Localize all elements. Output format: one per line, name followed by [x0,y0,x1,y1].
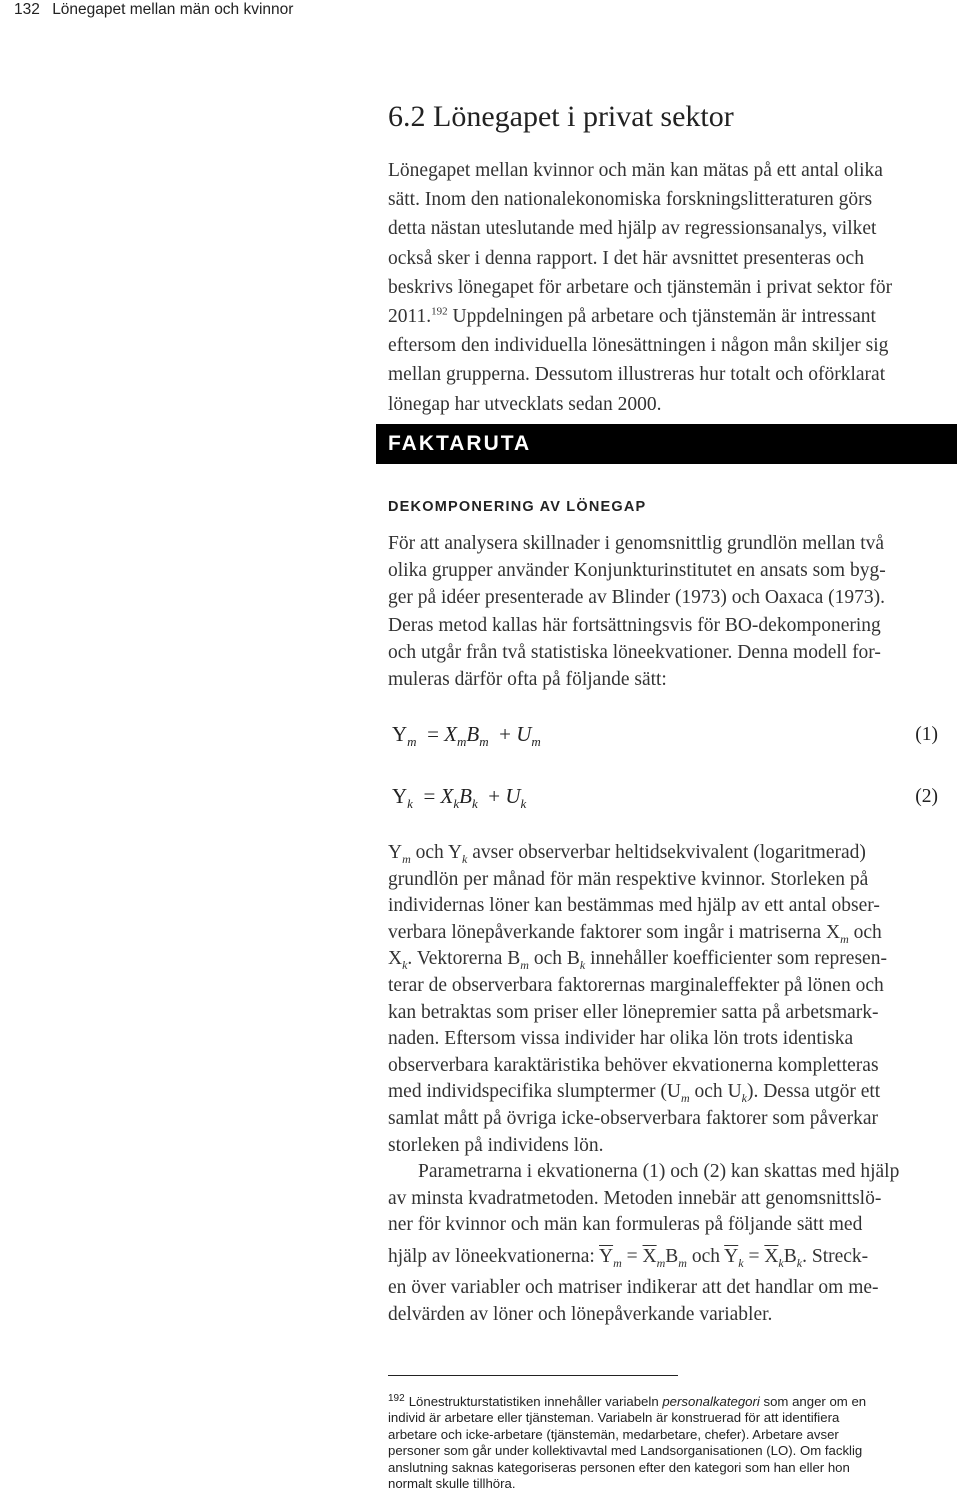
text-fragment: avser observerbar heltidsekvivalent (logaritmerad) [467,842,866,863]
text-fragment: 2011. [388,305,432,327]
var-sub: m [402,851,411,866]
text-line: För att analysera skillnader i genomsnittlig grundlön mellan två [388,533,885,554]
var-b: B [566,948,580,970]
eq-symbol: X [444,722,457,746]
var-y: Y [388,842,403,863]
equation-expression: $Y_m = X_mB_m + U_m$ [392,722,541,750]
footnote-rule [388,1375,678,1376]
factbox-paragraph-2 [388,840,899,1328]
text-line: grundlön per månad för män respektive kvinnor. Storleken på [388,868,869,890]
text-fragment: som anger om en [759,1394,867,1409]
eq-symbol: B [459,784,472,808]
text-line: delvärden av löner och lönepåverkande variabler. [388,1303,773,1325]
equation-number: (1) [915,724,938,745]
text-line: sätt. Inom den nationalekonomiska forskningslitteraturen görs [388,189,873,211]
text-line: personer som går under kollektivavtal med Landsorganisationen (LO). Om facklig [388,1443,863,1459]
var-b: B [783,1245,797,1267]
var-sub: k [462,851,468,866]
eq-subscript: m [479,734,489,750]
text-line: ger på idéer presenterade av Blinder (1973) och Oaxaca (1973). [388,587,886,609]
text-fragment: och [686,1245,725,1267]
page-number: 132 [14,1,40,18]
var-sub: k [741,1091,747,1106]
mean-y: $\overline{Y}$ [724,1245,739,1267]
section-heading: 6.2 Lönegapet i privat sektor [388,100,734,133]
var-u: U [727,1081,742,1103]
text-fragment: och [410,842,448,863]
text-line [388,1394,866,1410]
eq-symbol: U [505,784,521,808]
text-line: muleras därför ofta på följande sätt: [388,668,667,690]
var-b: B [665,1245,679,1267]
text-line: lönegap har utvecklats sedan 2000. [388,393,662,415]
var-sub: k [579,958,586,973]
text-line: av minsta kvadratmetoden. Metoden innebär att genomsnittslö- [388,1187,882,1209]
text-fragment: . Streck- [802,1245,869,1267]
text-line [388,920,899,947]
mean-x: $\overline{X}$ [764,1245,779,1267]
var-y: Y [447,842,463,863]
eq-subscript: k [407,796,413,812]
text-fragment: . Vektorerna [407,948,508,970]
eq-symbol: Y [392,722,408,746]
eq-subscript: m [456,734,467,750]
var-u: U [666,1081,681,1103]
text-line: kan betraktas som priser eller lönepremier satta på arbetsmark- [388,1001,879,1023]
text-fragment: ). Dessa utgör ett [746,1081,881,1103]
text-line: olika grupper använder Konjunkturinstitutet en ansats som byg- [388,560,886,582]
factbox-header-bar [376,424,957,464]
text-emphasis: personalkategori [662,1394,760,1409]
footnote-number: 192 [388,1392,405,1404]
eq-symbol: Y [392,784,408,808]
eq-subscript: k [471,796,478,812]
factbox-title: FAKTARUTA [388,432,532,455]
var-b: B [507,948,521,970]
text-line: Parametrarna i ekvationerna (1) och (2) kan skattas med hjälp [418,1161,900,1183]
text-line: och utgår från två statistiska löneekvationer. Denna modell for- [388,641,881,663]
text-line: individ är arbetare eller tjänsteman. Variabeln är konstruerad för att identifiera [388,1410,840,1426]
text-line [388,1079,899,1106]
text-fragment: innehåller koefficienter som represen- [585,948,887,970]
text-fragment: och [848,921,882,943]
text-line: Deras metod kallas här fortsättningsvis för BO-dekomponering [388,614,881,636]
var-sub: m [840,931,849,946]
text-fragment: Lönestrukturstatistiken innehåller variabeln [408,1394,663,1409]
equation-2 [392,784,938,818]
factbox-subtitle: DEKOMPONERING AV LÖNEGAP [388,499,647,515]
text-line: naden. Eftersom vissa individer har olika lön trots identiska [388,1028,854,1050]
text-fragment: verbara lönepåverkande faktorer som ingår i matriserna [388,921,827,943]
text-line: en över variabler och matriser indikerar att det handlar om me- [388,1276,879,1298]
text-fragment: och [528,948,567,970]
var-sub: m [613,1255,622,1270]
intro-paragraph [388,156,892,419]
text-line: eftersom den individuella lönesättningen i någon mån skiljer sig [388,335,889,357]
text-fragment: hjälp av löneekvationerna: [388,1245,599,1267]
text-line [388,946,899,973]
text-line [388,302,892,331]
var-sub: k [402,958,408,973]
mean-x: $\overline{X}$ [642,1245,657,1267]
text-line: anslutning saknas kategoriseras personen efter den kategori som han eller hon [388,1459,850,1475]
mean-y: $\overline{Y}$ [599,1245,614,1267]
text-line: också sker i denna rapport. I det här avsnittet presenteras och [388,247,864,269]
equation-number: (2) [915,786,938,807]
text-fragment: med individspecifika slumptermer ( [388,1081,667,1103]
eq-symbol: U [516,722,532,746]
var-sub: k [738,1255,744,1270]
text-line: ner för kvinnor och män kan formuleras på följande sätt med [388,1214,863,1236]
var-sub: m [678,1255,687,1270]
factbox-paragraph-1 [388,530,886,693]
text-fragment: Uppdelningen på arbetare och tjänstemän är intressant [447,305,876,327]
text-line: Lönegapet mellan kvinnor och män kan mätas på ett antal olika [388,160,883,181]
text-line: individernas löner kan bestämmas med hjälp av ett antal obser- [388,895,880,917]
eq-symbol: B [466,722,480,746]
eq-symbol: X [440,784,454,808]
var-sub: m [656,1255,666,1270]
text-line: terar de observerbara faktorernas marginaleffekter på lönen och [388,974,884,996]
text-line: storleken på individens lön. [388,1134,604,1156]
eq-subscript: k [453,796,460,812]
var-x: X [826,921,841,943]
var-sub: k [778,1255,784,1270]
eq-subscript: m [531,734,541,750]
text-fragment: och [689,1081,728,1103]
var-sub: m [520,958,529,973]
text-line: beskrivs lönegapet för arbetare och tjänstemän i privat sektor för [388,276,893,298]
text-line: arbetare och icke-arbetare (tjänstemän, medarbetare, chefer). Arbetare avser [388,1426,839,1442]
running-head [14,1,293,19]
footnote [388,1394,866,1492]
text-line: mellan grupperna. Dessutom illustreras hur totalt och oförklarat [388,364,886,386]
footnote-reference[interactable]: 192 [431,305,448,318]
equation-1 [392,722,938,756]
text-line: detta nästan uteslutande med hjälp av regressionsanalys, vilket [388,218,877,240]
text-line: normalt skulle tillhöra. [388,1475,516,1491]
var-sub: k [796,1255,803,1270]
running-title: Lönegapet mellan män och kvinnor [52,1,294,18]
text-line: samlat mått på övriga icke-observerbara faktorer som påverkar [388,1107,878,1129]
equation-expression: $Y_k = X_kB_k + U_k$ [392,784,527,812]
text-line: observerbara karaktäristika behöver ekvationerna kompletteras [388,1054,879,1076]
eq-subscript: m [407,734,417,750]
var-sub: m [680,1091,690,1106]
var-x: X [388,948,403,970]
text-line [388,840,899,867]
text-line: hjälp av löneekvationerna: $\overline{Y}_m = \overline{X}_mB_m$ och $\overline{Y}_k = \overline{X}_kB_k$. Streck- [388,1245,869,1270]
eq-subscript: k [520,796,527,812]
